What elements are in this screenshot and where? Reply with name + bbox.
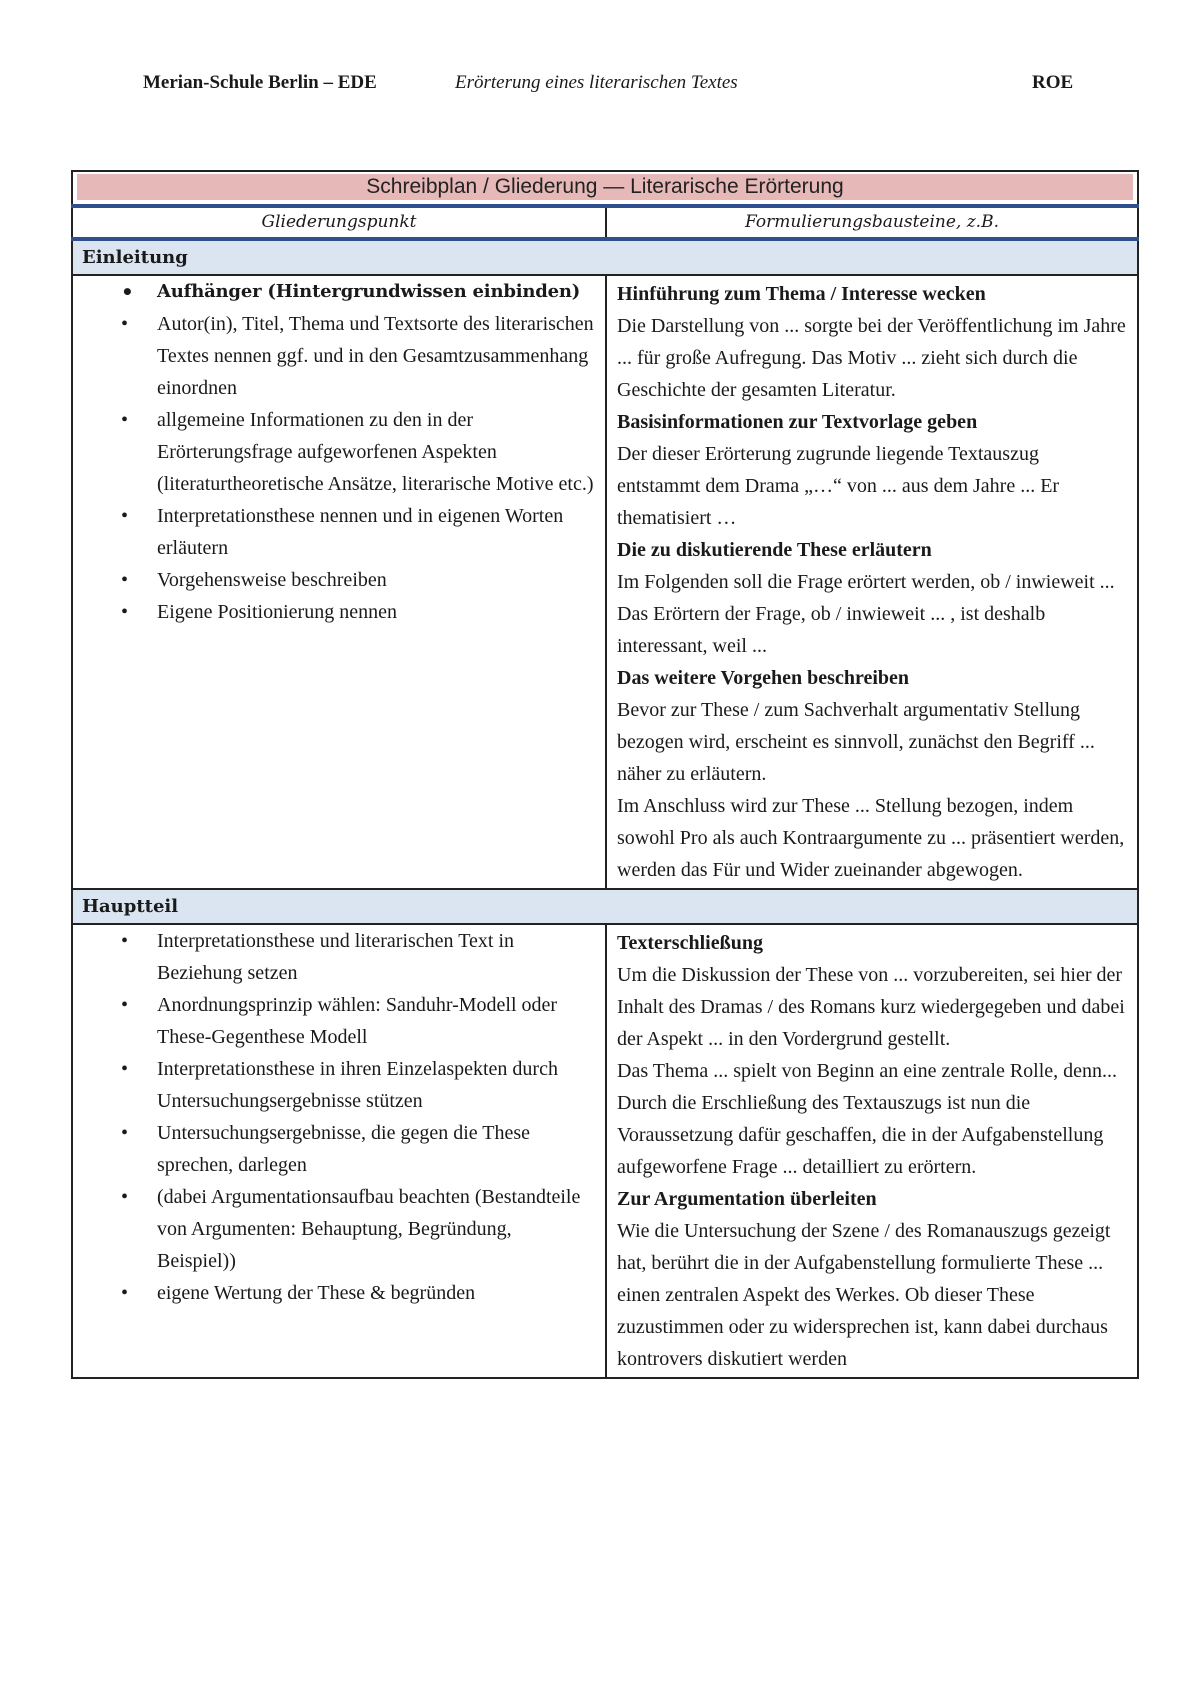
column-header-row bbox=[72, 206, 1138, 239]
column-header-outline: Gliederungspunkt bbox=[72, 206, 606, 239]
outline-list bbox=[73, 276, 605, 628]
bullet-icon: • bbox=[121, 313, 129, 335]
bullet-icon: • bbox=[121, 409, 129, 431]
list-item: • Eigene Positionierung nennen bbox=[73, 596, 595, 628]
phrases-cell bbox=[606, 924, 1138, 1378]
bullet-icon: • bbox=[121, 994, 129, 1016]
list-item: • (dabei Argumentationsaufbau beachten (Bestandteile von Argumenten: Behauptung, Begründung, Beispiel)) bbox=[73, 1181, 595, 1277]
content-row-einleitung bbox=[72, 275, 1138, 889]
list-item: • eigene Wertung der These & begründen bbox=[73, 1277, 595, 1309]
phrase-text: Durch die Erschließung des Textauszugs ist nun die Voraussetzung dafür geschaffen, die in der Aufgabenstellung aufgeworfene Frage ... detailliert zu erörtern. bbox=[617, 1092, 1104, 1178]
phrase-heading: Das weitere Vorgehen beschreiben bbox=[617, 667, 910, 689]
outline-cell bbox=[72, 924, 606, 1378]
bullet-icon: • bbox=[121, 1282, 129, 1304]
phrase-heading: Die zu diskutierende These erläutern bbox=[617, 539, 932, 561]
phrase-text: Der dieser Erörterung zugrunde liegende Textauszug entstammt dem Drama „…“ von ... aus dem Jahre ... Er thematisiert … bbox=[617, 443, 1060, 529]
content-row-hauptteil bbox=[72, 924, 1138, 1378]
phrase-text: Um die Diskussion der These von ... vorzubereiten, sei hier der Inhalt des Dramas / des Romans kurz wiedergegeben und dabei der Aspekt ... in den Vordergrund gestellt. bbox=[617, 964, 1125, 1050]
list-item: • Autor(in), Titel, Thema und Textsorte des literarischen Textes nennen ggf. und in den Gesamtzusammenhang einordnen bbox=[73, 308, 595, 404]
bullet-icon: • bbox=[121, 280, 134, 304]
column-header-phrases: Formulierungsbausteine, z.B. bbox=[606, 206, 1138, 239]
phrase-text: Im Folgenden soll die Frage erörtert werden, ob / inwieweit ... Das Erörtern der Frage, ob / inwieweit ... , ist deshalb interessant, weil ... bbox=[617, 571, 1115, 657]
section-row-einleitung bbox=[72, 239, 1138, 275]
header-initials: ROE bbox=[1032, 72, 1074, 93]
bullet-icon: • bbox=[121, 930, 129, 952]
phrase-heading: Zur Argumentation überleiten bbox=[617, 1188, 877, 1210]
phrase-text: Im Anschluss wird zur These ... Stellung bezogen, indem sowohl Pro als auch Kontraargumente zu ... präsentiert werden, werden das Für und Wider zueinander abgewogen. bbox=[617, 795, 1125, 881]
list-item: • Untersuchungsergebnisse, die gegen die These sprechen, darlegen bbox=[73, 1117, 595, 1181]
header-school: Merian-Schule Berlin – EDE bbox=[143, 72, 377, 93]
section-row-hauptteil bbox=[72, 889, 1138, 924]
section-title: Hauptteil bbox=[72, 889, 1138, 924]
list-item: • Interpretationsthese und literarischen Text in Beziehung setzen bbox=[73, 925, 595, 989]
bullet-icon: • bbox=[121, 505, 129, 527]
phrase-heading: Hinführung zum Thema / Interesse wecken bbox=[617, 283, 986, 305]
phrase-heading: Texterschließung bbox=[617, 932, 763, 954]
list-item: • Interpretationsthese nennen und in eigenen Worten erläutern bbox=[73, 500, 595, 564]
list-item: • Anordnungsprinzip wählen: Sanduhr-Modell oder These-Gegenthese Modell bbox=[73, 989, 595, 1053]
phrase-text: Wie die Untersuchung der Szene / des Romanauszugs gezeigt hat, berührt die in der Aufgabenstellung formulierte These ... einen zentralen Aspekt des Werkes. Ob dieser These zuzustimmen oder zu widersprechen ist, kann dabei durchaus kontrovers diskutiert werden bbox=[617, 1220, 1111, 1370]
phrase-text: Das Thema ... spielt von Beginn an eine zentrale Rolle, denn... bbox=[617, 1060, 1118, 1082]
outline-list bbox=[73, 925, 605, 1309]
list-item: • Aufhänger (Hintergrundwissen einbinden) bbox=[73, 276, 595, 308]
list-item: • allgemeine Informationen zu den in der Erörterungsfrage aufgeworfenen Aspekten (literaturtheoretische Ansätze, literarische Motive etc.) bbox=[73, 404, 595, 500]
list-item: • Interpretationsthese in ihren Einzelaspekten durch Untersuchungsergebnisse stützen bbox=[73, 1053, 595, 1117]
list-item: • Vorgehensweise beschreiben bbox=[73, 564, 595, 596]
bullet-icon: • bbox=[121, 1122, 129, 1144]
bullet-icon: • bbox=[121, 569, 129, 591]
header-subject: Erörterung eines literarischen Textes bbox=[455, 72, 738, 93]
table-title-cell bbox=[72, 171, 1138, 206]
table-title: Schreibplan / Gliederung — Literarische Erörterung bbox=[77, 174, 1133, 200]
phrase-text: Bevor zur These / zum Sachverhalt argumentativ Stellung bezogen wird, erscheint es sinnvoll, zunächst den Begriff ... näher zu erläutern. bbox=[617, 699, 1095, 785]
outline-cell bbox=[72, 275, 606, 889]
phrase-heading: Basisinformationen zur Textvorlage geben bbox=[617, 411, 978, 433]
phrases-cell bbox=[606, 275, 1138, 889]
table-title-row bbox=[72, 171, 1138, 206]
writing-plan-table bbox=[71, 170, 1139, 1379]
bullet-icon: • bbox=[121, 1058, 129, 1080]
bullet-icon: • bbox=[121, 601, 129, 623]
phrase-text: Die Darstellung von ... sorgte bei der Veröffentlichung im Jahre ... für große Aufregung. Das Motiv ... zieht sich durch die Geschichte der gesamten Literatur. bbox=[617, 315, 1126, 401]
section-title: Einleitung bbox=[72, 239, 1138, 275]
bullet-icon: • bbox=[121, 1186, 129, 1208]
